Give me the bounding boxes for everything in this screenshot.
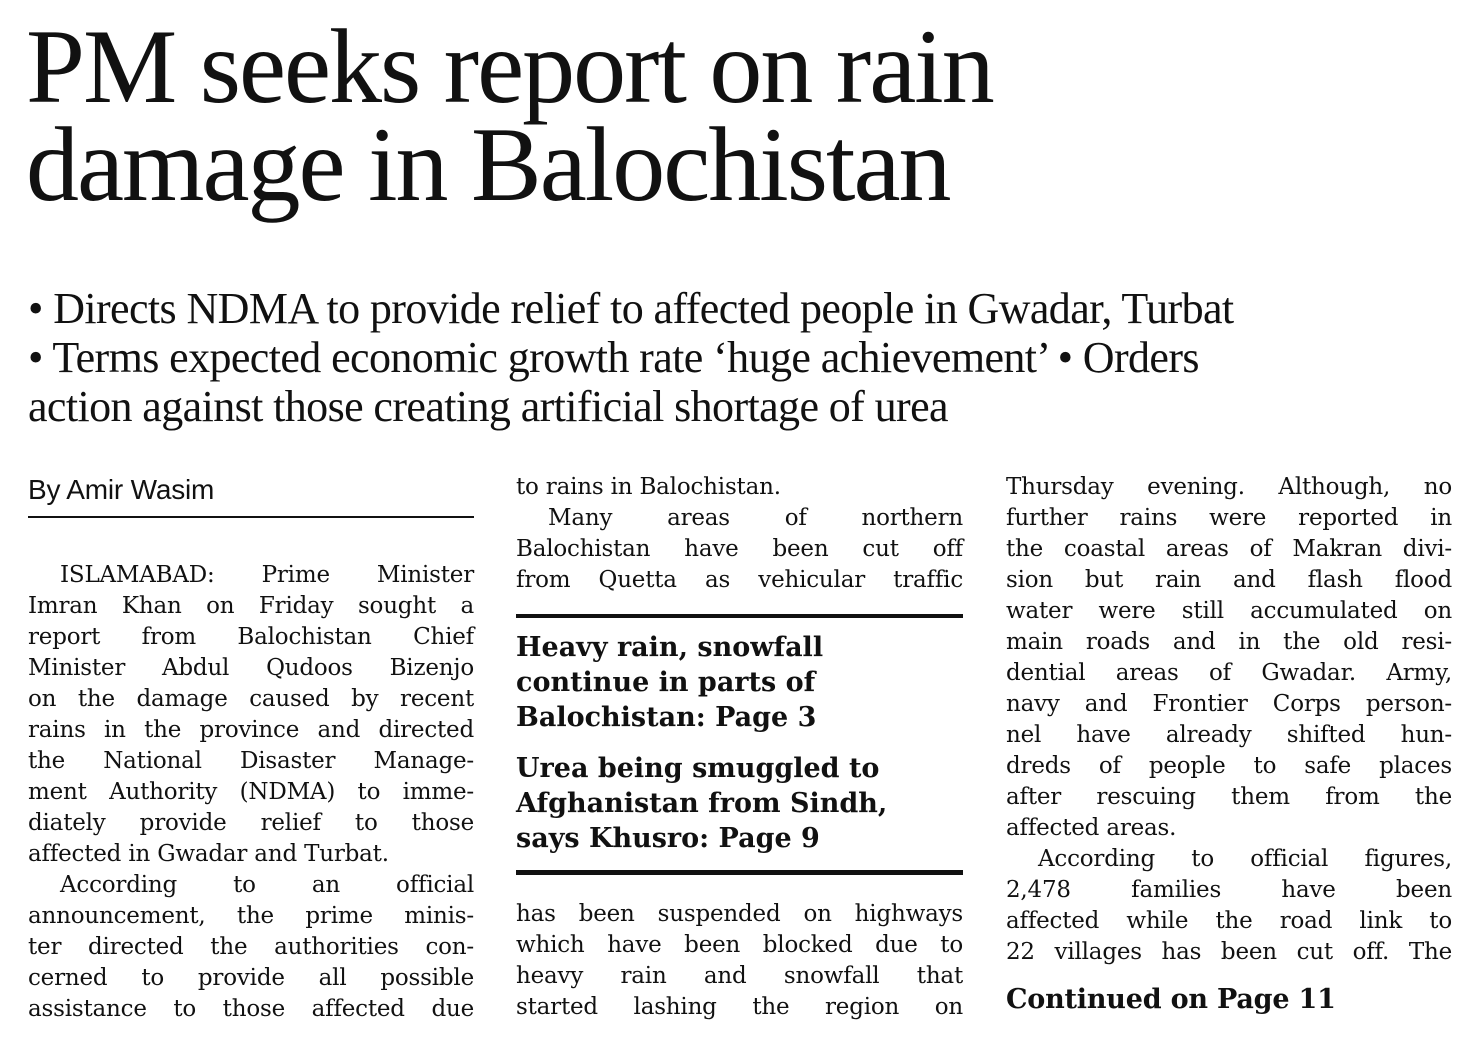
body-line: affected while the road link to bbox=[1006, 908, 1452, 934]
body-line: Thursday evening. Although, no bbox=[1006, 474, 1452, 500]
body-line: 22 villages has been cut off. The bbox=[1006, 939, 1452, 965]
body-line: the coastal areas of Makran divi- bbox=[1006, 536, 1452, 562]
headline-line: PM seeks report on rain bbox=[26, 8, 993, 125]
body-line: cerned to provide all possible bbox=[28, 965, 474, 991]
body-line: from Quetta as vehicular traffic bbox=[516, 567, 963, 593]
body-line: 2,478 families have been bbox=[1006, 877, 1452, 903]
related-story-line: Balochistan: Page 3 bbox=[516, 702, 817, 733]
body-line: Minister Abdul Qudoos Bizenjo bbox=[28, 655, 474, 681]
article-column-1 bbox=[28, 472, 474, 1025]
byline: By Amir Wasim bbox=[28, 472, 474, 518]
body-line: water were still accumulated on bbox=[1006, 598, 1452, 624]
body-line: after rescuing them from the bbox=[1006, 784, 1452, 810]
body-line: on the damage caused by recent bbox=[28, 686, 474, 712]
headline-line: damage in Balochistan bbox=[26, 106, 950, 223]
body-line: navy and Frontier Corps person- bbox=[1006, 691, 1452, 717]
body-line: ment Authority (NDMA) to imme- bbox=[28, 779, 474, 805]
body-line: Many areas of northern bbox=[548, 505, 963, 531]
body-line: affected areas. bbox=[1006, 815, 1177, 841]
deck-line: • Terms expected economic growth rate ‘huge achievement’ • Orders bbox=[28, 333, 1199, 382]
body-line: heavy rain and snowfall that bbox=[516, 963, 963, 989]
deck-line: • Directs NDMA to provide relief to affected people in Gwadar, Turbat bbox=[28, 284, 1234, 333]
body-line: Imran Khan on Friday sought a bbox=[28, 593, 474, 619]
continued-on-page-link[interactable]: Continued on Page 11 bbox=[1006, 984, 1336, 1015]
body-line: According to an official bbox=[60, 872, 474, 898]
deck-subheadline bbox=[28, 284, 1468, 431]
body-line: ter directed the authorities con- bbox=[28, 934, 474, 960]
related-story-line: Heavy rain, snowfall bbox=[516, 632, 824, 663]
related-story-line: says Khusro: Page 9 bbox=[516, 823, 820, 854]
related-story-line: Afghanistan from Sindh, bbox=[516, 788, 888, 819]
body-line: Balochistan have been cut off bbox=[516, 536, 963, 562]
body-line: nel have already shifted hun- bbox=[1006, 722, 1452, 748]
body-line: announcement, the prime minis- bbox=[28, 903, 474, 929]
body-line: started lashing the region on bbox=[516, 994, 963, 1020]
related-story-line: Urea being smuggled to bbox=[516, 753, 880, 784]
article-column-3 bbox=[1006, 472, 1452, 1015]
body-line: which have been blocked due to bbox=[516, 932, 963, 958]
body-line: dreds of people to safe places bbox=[1006, 753, 1452, 779]
body-line: assistance to those affected due bbox=[28, 996, 474, 1022]
body-line: dential areas of Gwadar. Army, bbox=[1006, 660, 1452, 686]
body-line: diately provide relief to those bbox=[28, 810, 474, 836]
related-story-link[interactable] bbox=[516, 751, 963, 856]
related-stories-box bbox=[516, 614, 963, 875]
article-column-2 bbox=[516, 472, 963, 1023]
body-line: main roads and in the old resi- bbox=[1006, 629, 1452, 655]
body-line: ISLAMABAD: Prime Minister bbox=[60, 562, 474, 588]
body-line: has been suspended on highways bbox=[516, 901, 963, 927]
related-story-line: continue in parts of bbox=[516, 667, 816, 698]
body-line: the National Disaster Manage- bbox=[28, 748, 474, 774]
body-line: further rains were reported in bbox=[1006, 505, 1452, 531]
body-line: According to official figures, bbox=[1038, 846, 1452, 872]
body-line: to rains in Balochistan. bbox=[516, 474, 781, 500]
body-line: sion but rain and flash flood bbox=[1006, 567, 1452, 593]
deck-line: action against those creating artificial shortage of urea bbox=[28, 382, 948, 431]
related-story-link[interactable] bbox=[516, 630, 963, 735]
body-line: affected in Gwadar and Turbat. bbox=[28, 841, 389, 867]
body-line: rains in the province and directed bbox=[28, 717, 474, 743]
body-line: report from Balochistan Chief bbox=[28, 624, 474, 650]
headline bbox=[26, 8, 1466, 223]
